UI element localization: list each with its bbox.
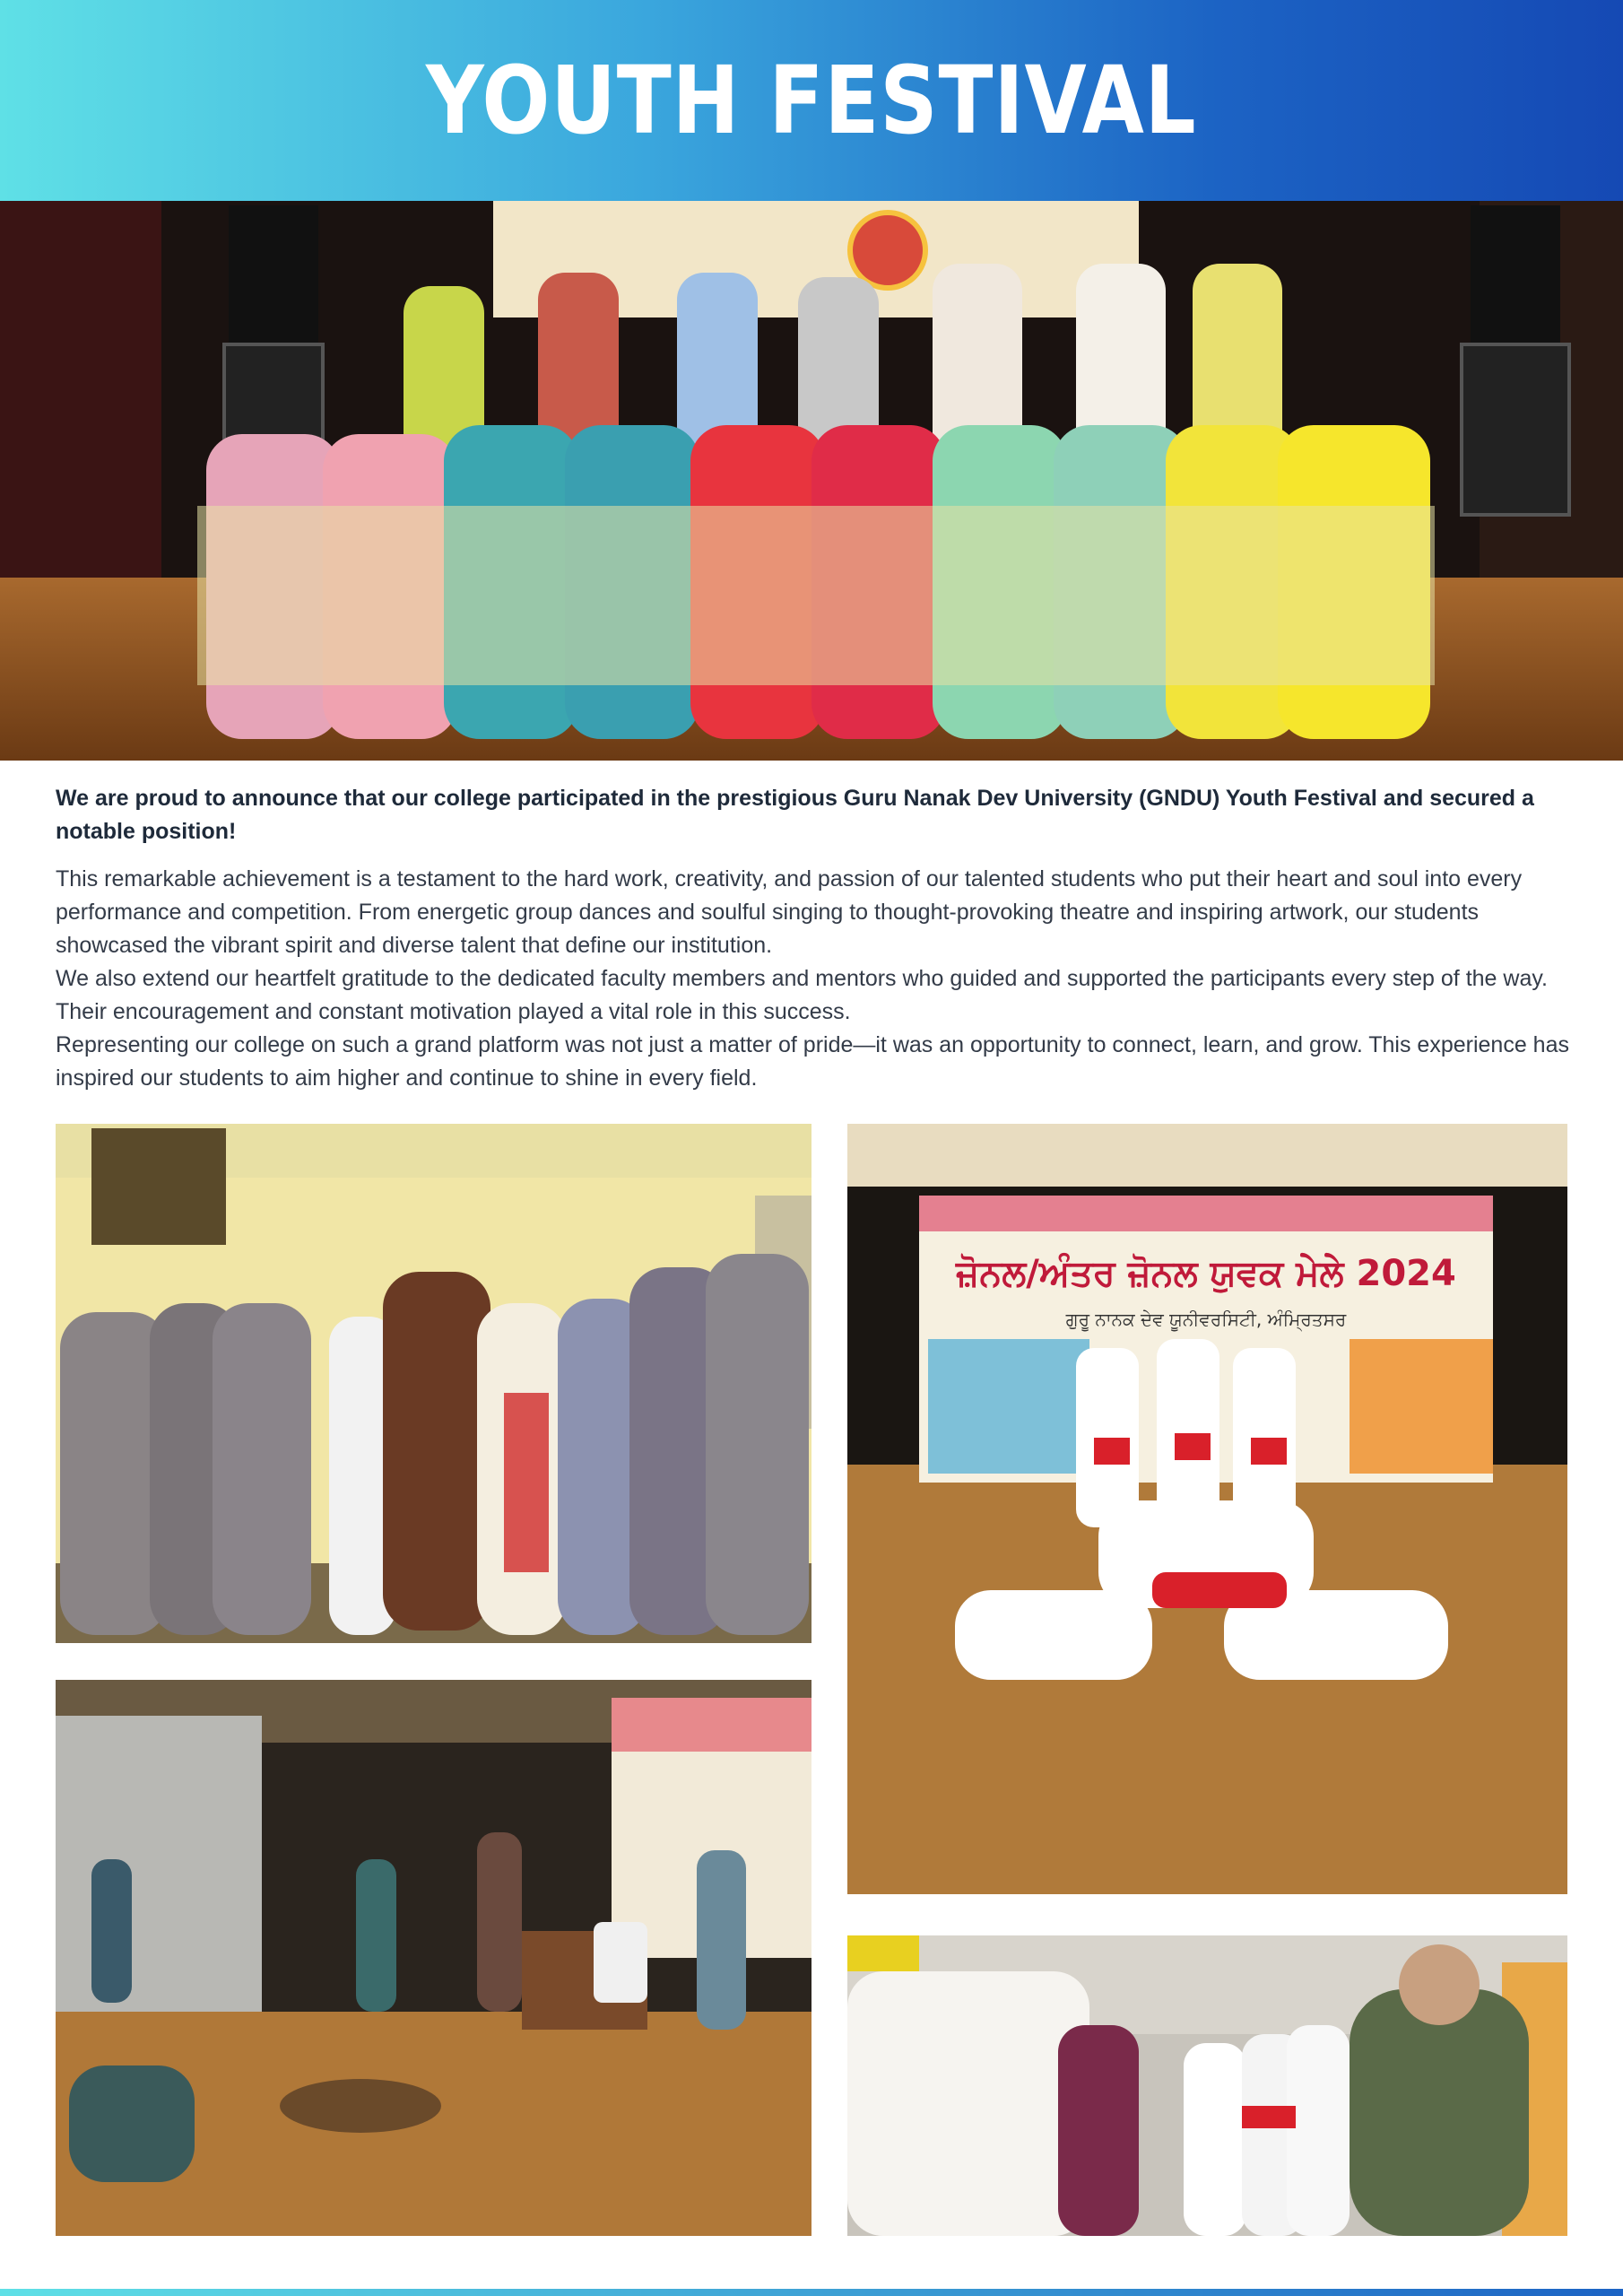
- mime-performance-photo: [847, 1124, 1567, 1894]
- page-header: [0, 0, 1623, 201]
- body-paragraph: Representing our college on such a grand platform was not just a matter of pride—it was an opportunity to connect, learn, and grow. This experience has inspired our students to aim higher and continue to shine in every field.: [56, 1032, 1569, 1091]
- theatre-group-photo: [56, 1124, 812, 1643]
- banner-title: ਜ਼ੋਨਲ/ਅੰਤਰ ਜ਼ੋਨਲ ਯੁਵਕ ਮੇਲੇ 2024: [956, 1253, 1456, 1294]
- banner-subtitle: ਗੁਰੂ ਨਾਨਕ ਦੇਵ ਯੂਨੀਵਰਸਿਟੀ, ਅੰਮ੍ਰਿਤਸਰ: [1065, 1309, 1347, 1330]
- footer-bar: [0, 2289, 1623, 2296]
- article-text: [56, 782, 1571, 1095]
- group-photo-hero: [0, 201, 1623, 761]
- page-title: YOUTH FESTIVAL: [426, 46, 1197, 155]
- stage-play-photo: [56, 1680, 812, 2236]
- lead-paragraph: We are proud to announce that our college participated in the prestigious Guru Nanak Dev University (GNDU) Youth Festival and secured a notable position!: [56, 786, 1534, 844]
- body-paragraph: We also extend our heartfelt gratitude to the dedicated faculty members and mentors who guided and supported the participants every step of the way. Their encouragement and constant motivation played a vital role in this success.: [56, 966, 1548, 1024]
- body-paragraph: This remarkable achievement is a testament to the hard work, creativity, and passion of our talented students who put their heart and soul into every performance and competition. From energetic group dances and soulful singing to thought-provoking theatre and inspiring artwork, our students showcased the vibrant spirit and diverse talent that define our institution.: [56, 866, 1523, 958]
- interview-photo: [847, 1935, 1567, 2236]
